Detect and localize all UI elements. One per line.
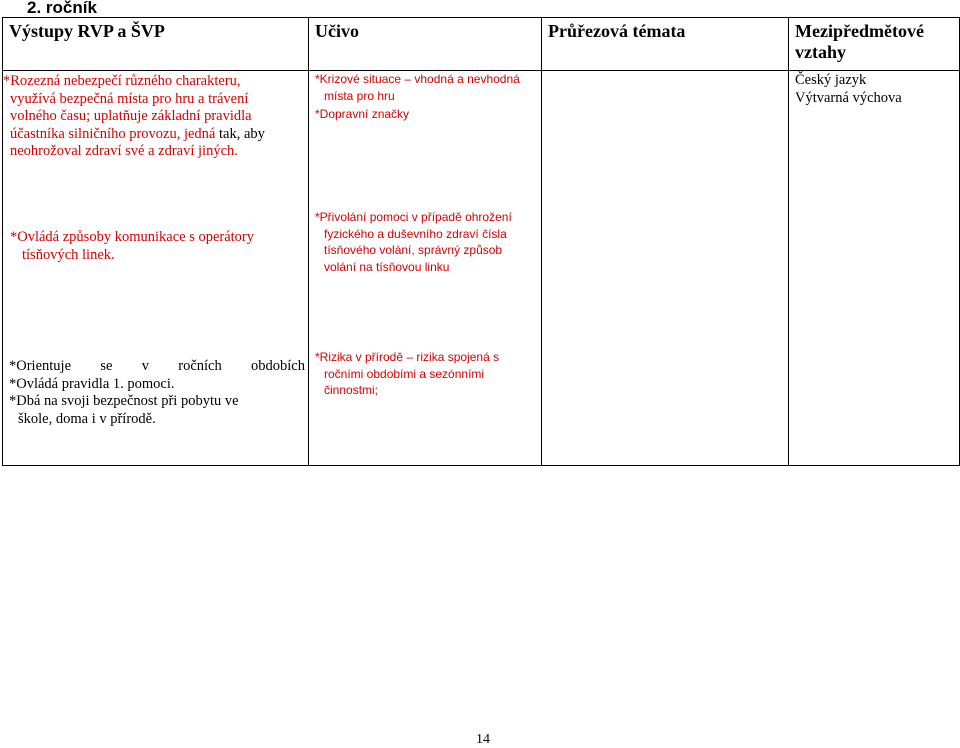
word: se <box>100 358 113 374</box>
text-line: neohrožoval zdraví své a zdraví jiných. <box>10 143 238 159</box>
text-red: účastníka silničního provozu, jedná <box>10 125 216 142</box>
text-line: využívá bezpečná místa pro hru a trávení <box>10 90 249 107</box>
header-row <box>3 18 960 71</box>
word: ročních <box>178 358 222 374</box>
text-line: volného času; uplatňuje základní pravidla <box>10 108 252 124</box>
column-header-vystupy: Výstupy RVP a ŠVP <box>3 18 309 71</box>
text-line: *Dbá na svoji bezpečnost při pobytu ve škole, doma i v přírodě. <box>9 393 239 427</box>
subject-item: Český jazyk <box>795 72 867 88</box>
vystupy-block-2: *Ovládá způsoby komunikace s operátory tísňových linek. <box>10 229 255 263</box>
content-row <box>3 71 960 466</box>
column-header-prurezova: Průřezová témata <box>542 18 789 71</box>
prurezova-cell <box>542 71 789 466</box>
text-line: *Rozezná nebezpečí různého charakteru, <box>3 73 241 89</box>
vystupy-block-1 <box>3 73 303 161</box>
ucivo-item-4: *Rizika v přírodě – rizika spojená s ročními obdobími a sezónními činnostmi; <box>315 350 500 397</box>
ucivo-cell <box>309 71 542 466</box>
word: obdobích <box>251 358 305 374</box>
prurezova-content <box>542 71 788 465</box>
mezipredmetove-list <box>795 71 902 107</box>
vystupy-cell <box>3 71 309 466</box>
subject-item: Výtvarná výchova <box>795 90 902 106</box>
text-line: *Ovládá pravidla 1. pomoci. <box>9 375 175 392</box>
text-line <box>3 126 303 144</box>
column-header-ucivo: Učivo <box>309 18 542 71</box>
ucivo-item-3: *Přivolání pomoci v případě ohrožení fyzického a duševního zdraví čísla tísňového volání, správný způsob volání na tísňovou linku <box>315 210 512 274</box>
ucivo-item-1: *Krizové situace – vhodná a nevhodná místa pro hru <box>315 72 520 103</box>
curriculum-table <box>2 17 960 466</box>
page-heading: 2. ročník <box>27 0 97 17</box>
column-header-mezipredmetove: Mezipředmětové vztahy <box>789 18 960 71</box>
page-number: 14 <box>476 732 490 747</box>
mezipredmetove-cell <box>789 71 960 466</box>
ucivo-item-2: *Dopravní značky <box>315 107 410 121</box>
orientuje-line <box>9 358 305 376</box>
word: v <box>141 358 149 374</box>
vystupy-block-3 <box>9 358 305 428</box>
word: *Orientuje <box>9 358 72 374</box>
text-black: tak, aby <box>215 125 265 142</box>
